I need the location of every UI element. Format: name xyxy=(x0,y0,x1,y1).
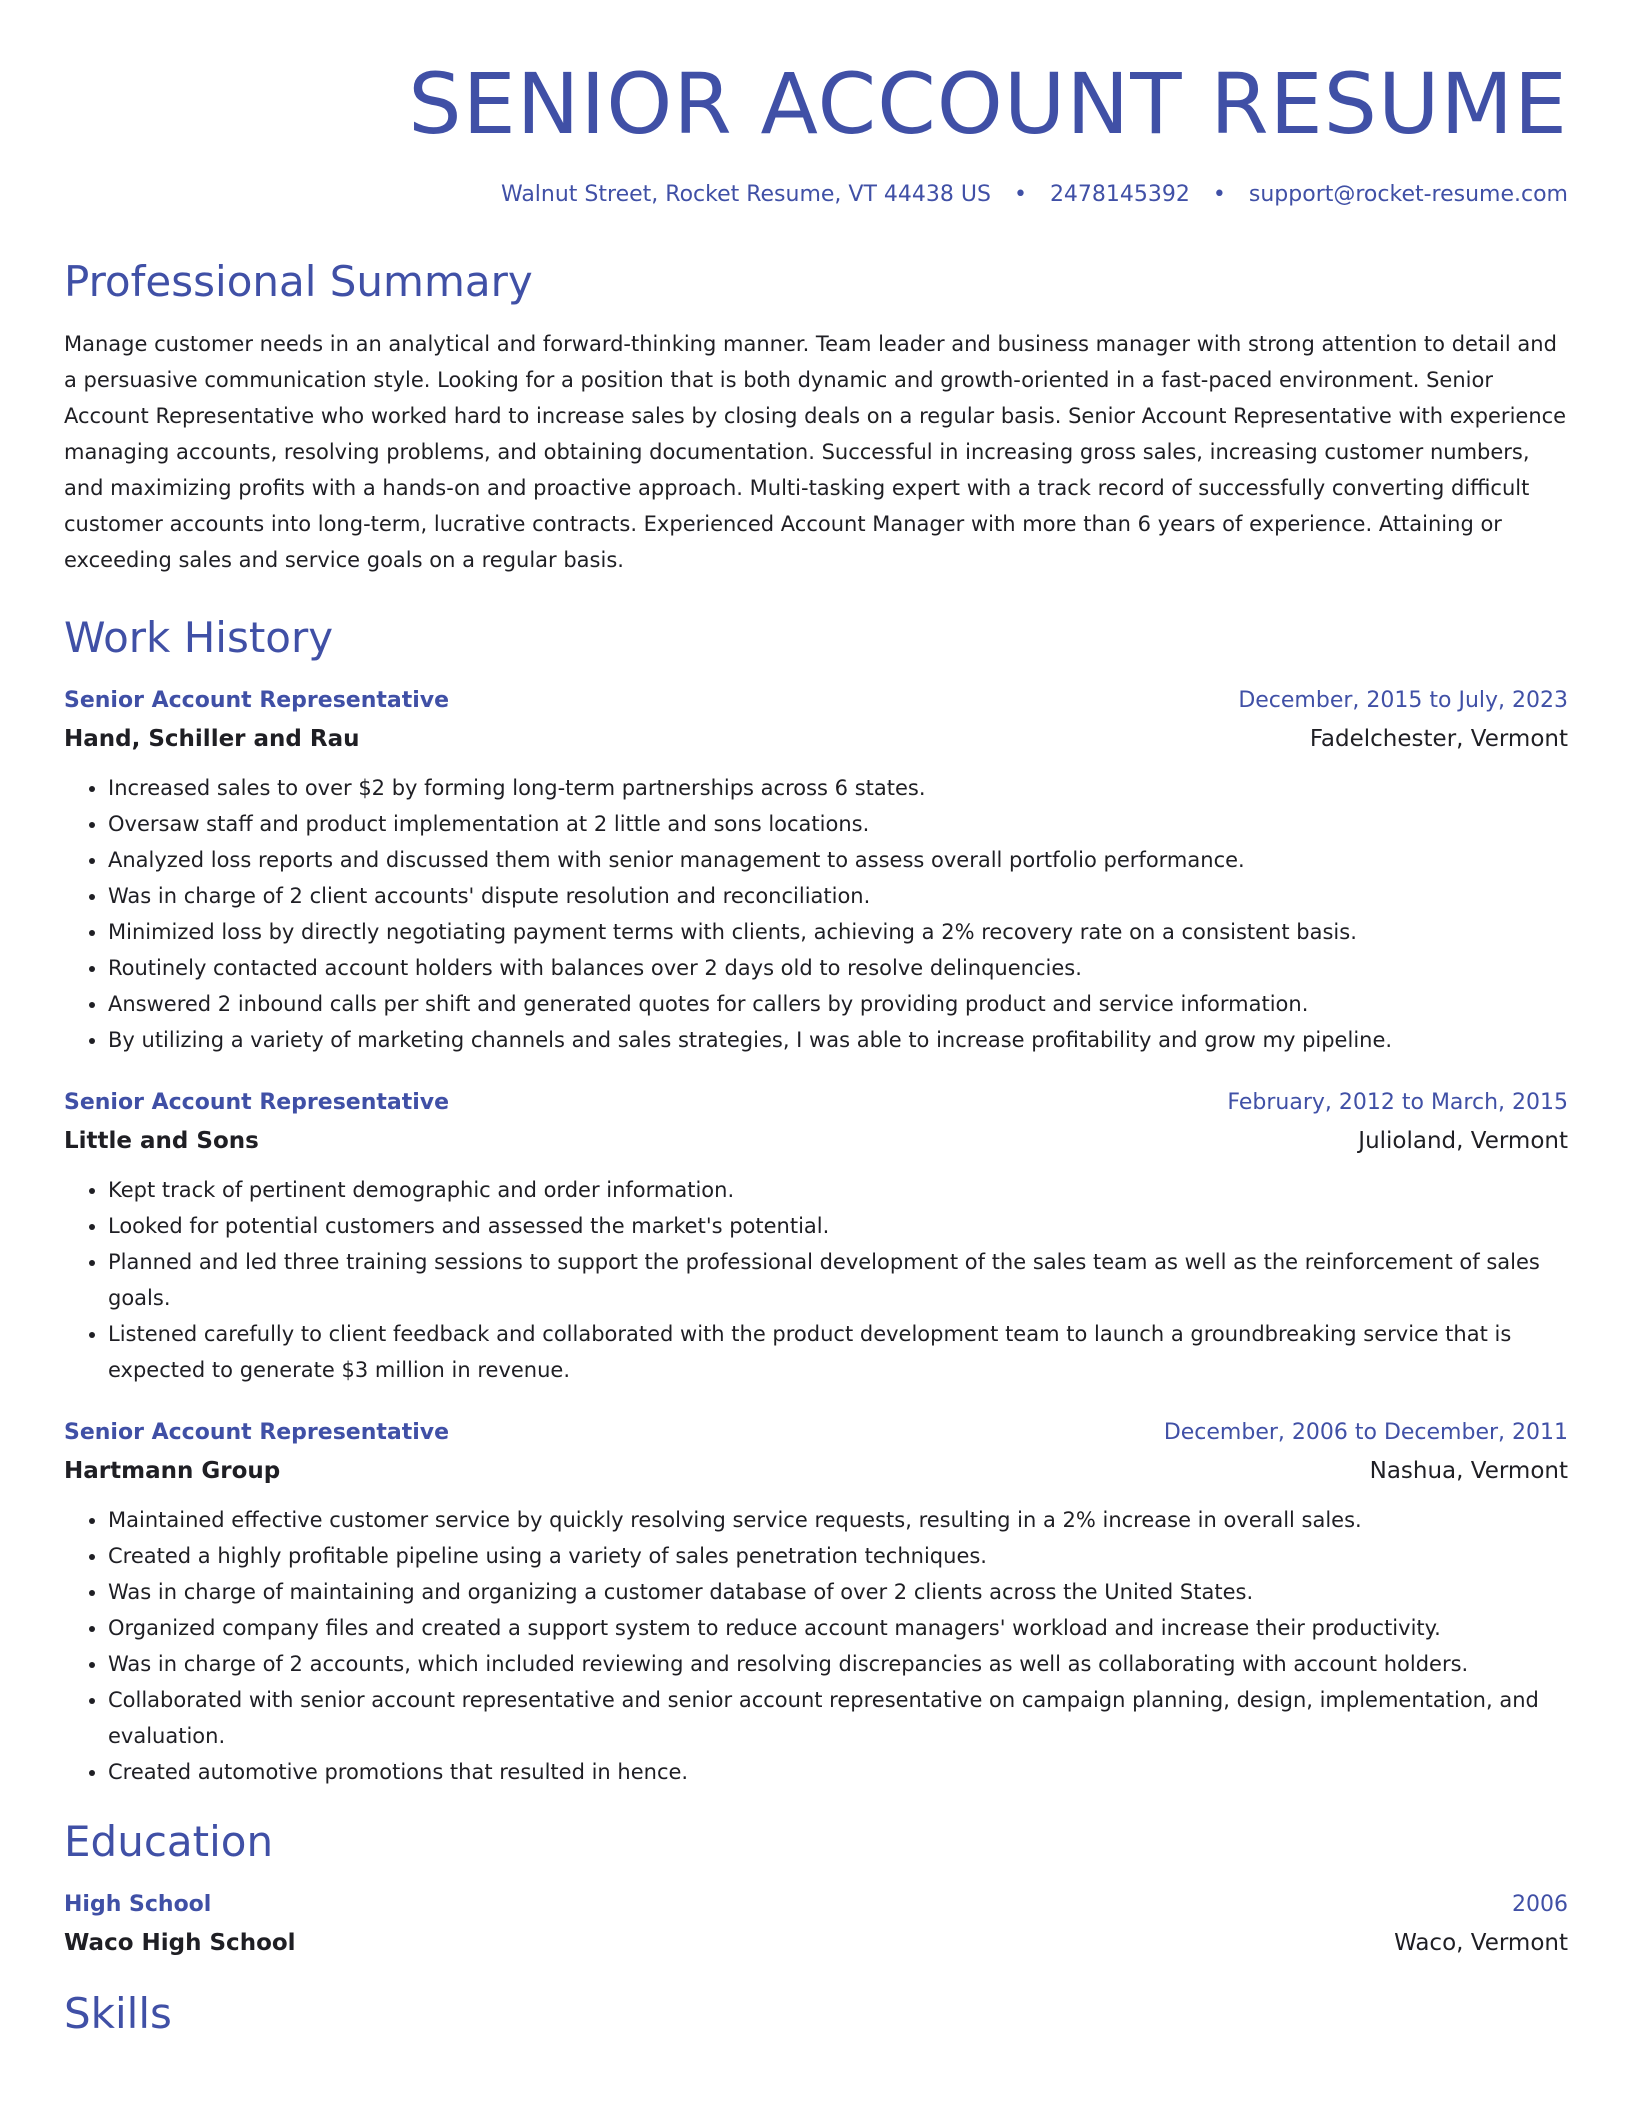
job-bullet: • Collaborated with senior account representative and senior account representative on campaign planning, design, implementation, and evaluation. xyxy=(108,1682,1568,1754)
job-location: Julioland, Vermont xyxy=(1358,1128,1568,1154)
job-location: Nashua, Vermont xyxy=(1369,1458,1568,1484)
job-bullet: • Answered 2 inbound calls per shift and generated quotes for callers by providing product and service information. xyxy=(108,986,1568,1022)
job-company: Hartmann Group xyxy=(64,1458,281,1484)
job-bullet: • Minimized loss by directly negotiating payment terms with clients, achieving a 2% recovery rate on a consistent basis. xyxy=(108,914,1568,950)
contact-separator: • xyxy=(1212,182,1226,207)
job-title: Senior Account Representative xyxy=(64,1420,450,1445)
education-school: Waco High School xyxy=(64,1930,296,1956)
job-bullet: • Kept track of pertinent demographic and order information. xyxy=(108,1172,1568,1208)
resume-title: SENIOR ACCOUNT RESUME xyxy=(408,55,1568,153)
skills-heading: Skills xyxy=(64,1989,172,2038)
job-bullet: • Created automotive promotions that resulted in hence. xyxy=(108,1754,1568,1790)
job-bullets xyxy=(64,1502,1568,1790)
job-entry xyxy=(64,1084,1568,1388)
education-entry xyxy=(64,1886,1568,1962)
job-bullet: • Oversaw staff and product implementation at 2 little and sons locations. xyxy=(108,806,1568,842)
job-bullet: • Was in charge of maintaining and organizing a customer database of over 2 clients across the United States. xyxy=(108,1574,1568,1610)
job-bullet: • Analyzed loss reports and discussed them with senior management to assess overall portfolio performance. xyxy=(108,842,1568,878)
job-bullet: • Listened carefully to client feedback and collaborated with the product development team to launch a groundbreaking service that is expected to generate $3 million in revenue. xyxy=(108,1316,1568,1388)
contact-separator: • xyxy=(1013,182,1027,207)
job-bullet: • Was in charge of 2 accounts, which included reviewing and resolving discrepancies as well as collaborating with account holders. xyxy=(108,1646,1568,1682)
work-history-heading: Work History xyxy=(64,613,334,662)
education-year: 2006 xyxy=(1512,1892,1568,1917)
job-bullet: • Created a highly profitable pipeline using a variety of sales penetration techniques. xyxy=(108,1538,1568,1574)
job-company: Hand, Schiller and Rau xyxy=(64,726,360,752)
education-location: Waco, Vermont xyxy=(1394,1930,1568,1956)
job-bullet: • Organized company files and created a support system to reduce account managers' workload and increase their productivity. xyxy=(108,1610,1568,1646)
job-bullet: • Maintained effective customer service by quickly resolving service requests, resulting in a 2% increase in overall sales. xyxy=(108,1502,1568,1538)
contact-address: Walnut Street, Rocket Resume, VT 44438 US xyxy=(500,182,991,207)
job-title: Senior Account Representative xyxy=(64,1090,450,1115)
contact-phone: 2478145392 xyxy=(1049,182,1190,207)
contact-line xyxy=(64,180,1568,210)
job-dates: February, 2012 to March, 2015 xyxy=(1227,1090,1568,1115)
job-title: Senior Account Representative xyxy=(64,688,450,713)
education-degree: High School xyxy=(64,1892,212,1917)
job-bullets xyxy=(64,1172,1568,1388)
job-bullets xyxy=(64,770,1568,1058)
job-bullet: • Routinely contacted account holders with balances over 2 days old to resolve delinquencies. xyxy=(108,950,1568,986)
education-heading: Education xyxy=(64,1817,274,1866)
job-bullet: • Increased sales to over $2 by forming long-term partnerships across 6 states. xyxy=(108,770,1568,806)
resume-page xyxy=(64,50,1568,2058)
contact-email: support@rocket-resume.com xyxy=(1248,182,1568,207)
job-entry xyxy=(64,682,1568,1058)
job-dates: December, 2006 to December, 2011 xyxy=(1163,1420,1568,1445)
job-location: Fadelchester, Vermont xyxy=(1309,726,1568,752)
job-company: Little and Sons xyxy=(64,1128,259,1154)
job-bullet: • Planned and led three training sessions to support the professional development of the sales team as well as the reinforcement of sales goals. xyxy=(108,1244,1568,1316)
job-bullet: • Looked for potential customers and assessed the market's potential. xyxy=(108,1208,1568,1244)
job-bullet: • Was in charge of 2 client accounts' dispute resolution and reconciliation. xyxy=(108,878,1568,914)
summary-heading: Professional Summary xyxy=(64,257,533,306)
job-bullet: • By utilizing a variety of marketing channels and sales strategies, I was able to increase profitability and grow my pipeline. xyxy=(108,1022,1568,1058)
summary-text: Manage customer needs in an analytical and forward-thinking manner. Team leader and business manager with strong attention to detail and a persuasive communication style. Looking for a position that is both dynamic and growth-oriented in a fast-paced environment. Senior Account Representative who worked hard to increase sales by closing deals on a regular basis. Senior Account Representative with experience managing accounts, resolving problems, and obtaining documentation. Successful in increasing gross sales, increasing customer numbers, and maximizing profits with a hands-on and proactive approach. Multi-tasking expert with a track record of successfully converting difficult customer accounts into long-term, lucrative contracts. Experienced Account Manager with more than 6 years of experience. Attaining or exceeding sales and service goals on a regular basis. xyxy=(64,332,1567,572)
job-entry xyxy=(64,1414,1568,1790)
job-dates: December, 2015 to July, 2023 xyxy=(1238,688,1568,713)
